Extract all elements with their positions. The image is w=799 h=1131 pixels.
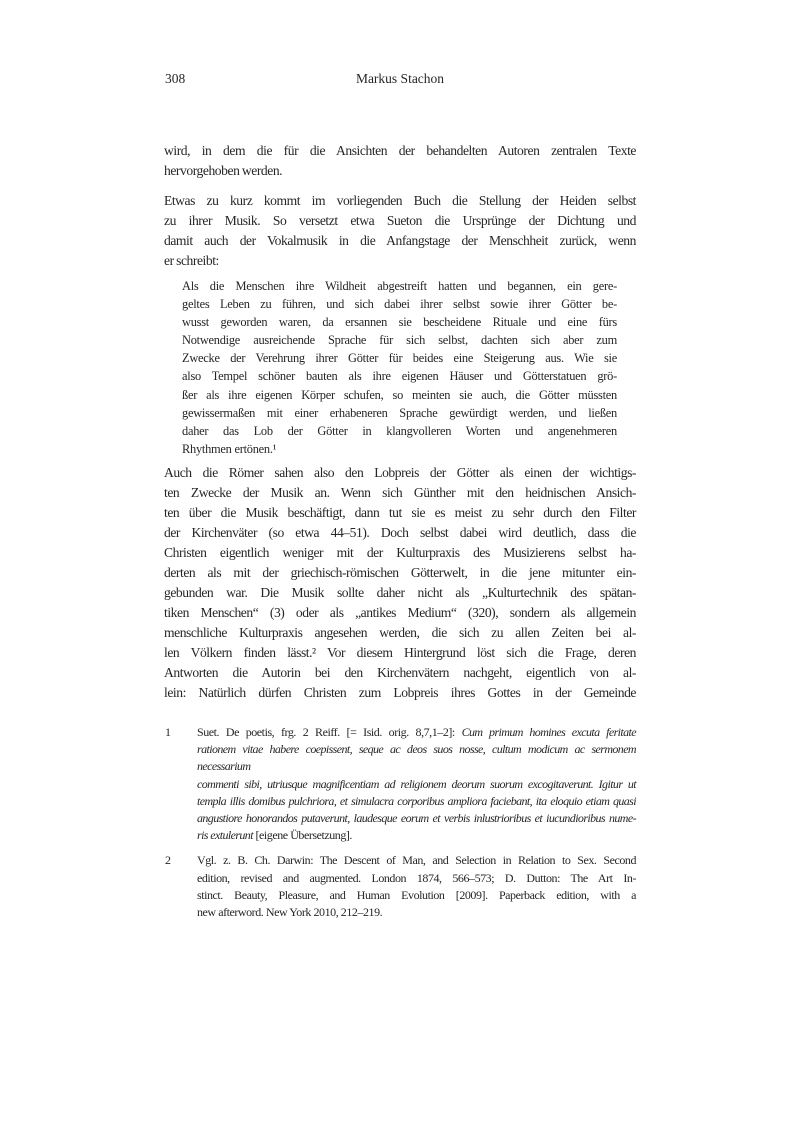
- footnote-citation-text: stinct. Beauty, Pleasure, and Human Evolution [2009]. Paperback edition, with a: [197, 887, 636, 902]
- latin-quote-text: Cum primum homines excuta feritate: [461, 724, 636, 739]
- text-line: tiken Menschen“ (3) oder als „antikes Medium“ (320), sondern als allgemein: [164, 604, 636, 620]
- footnote-line: [197, 776, 636, 793]
- footnote-line: [197, 904, 636, 921]
- latin-quote-text: commenti sibi, utriusque magnificentiam ad religionem deorum suorum excogitaverunt. Igitur ut: [197, 776, 636, 791]
- text-line: hervorgehoben werden.: [164, 163, 283, 178]
- text-line: gewissermaßen mit einer erhabeneren Sprache gewürdigt werden, und ließen: [182, 405, 617, 420]
- text-line: er schreibt:: [164, 253, 219, 268]
- running-title: Markus Stachon: [355, 71, 445, 86]
- running-header: [164, 70, 636, 87]
- footnote-citation-text: [eigene Übersetzung].: [252, 828, 352, 843]
- footnote: [164, 852, 636, 921]
- paragraph: [164, 141, 636, 181]
- text-line: Als die Menschen ihre Wildheit abgestreift hatten und begannen, ein gere-: [182, 279, 617, 293]
- text-line: also Tempel schöner bauten als ihre eigenen Häuser und Götterstatuen grö-: [182, 369, 617, 384]
- text-line: ten über die Musik beschäftigt, dann tut sie es meist zu sehr durch den Filter: [164, 504, 636, 520]
- footnote: [164, 724, 636, 844]
- footnote-line: [197, 852, 636, 869]
- text-line: Auch die Römer sahen also den Lobpreis der Götter als einen der wichtigs-: [164, 464, 636, 480]
- footnote-line: [197, 741, 636, 775]
- page-number: 308: [165, 71, 186, 86]
- latin-quote-text: templa illis domibus pulchriora, et simulacra corporibus ampliora faciebant, ita eloquio etiam quasi: [197, 793, 636, 808]
- footnote-citation-text: new afterword. New York 2010, 212–219.: [197, 904, 383, 919]
- text-line: Rhythmen ertönen.¹: [182, 441, 277, 456]
- text-line: ten Zwecke der Musik an. Wenn sich Günther mit den heidnischen Ansich-: [164, 484, 636, 500]
- footnote-line: [197, 827, 636, 844]
- footnote-line: [197, 870, 636, 887]
- block-quote: [182, 277, 617, 458]
- latin-quote-text: rationem vitae habere coepissent, seque ac deos suos nosse, cultum modicum ac sermonem necessarium: [197, 742, 636, 774]
- paragraph: [164, 191, 636, 271]
- page-body: [164, 141, 636, 921]
- footnotes-section: [164, 724, 636, 921]
- footnote-line: [197, 793, 636, 810]
- text-line: Notwendige ausreichende Sprache für sich selbst, dachten sich aber zum: [182, 333, 617, 348]
- text-line: wusst geworden waren, da ersannen sie bescheidene Rituale und eine fürs: [182, 315, 617, 330]
- footnote-citation-text: Suet. De poetis, frg. 2 Reiff. [= Isid. orig. 8,7,1–2]:: [197, 724, 462, 739]
- latin-quote-text: angustiore honorandos putaverunt, laudesque eorum et verbis inlustrioribus et iucundioribus nume-: [197, 810, 636, 825]
- text-line: Zwecke der Verehrung ihrer Götter für beides eine Steigerung aus. Wie sie: [182, 351, 617, 366]
- footnote-citation-text: edition, revised and augmented. London 1874, 566–573; D. Dutton: The Art In-: [197, 870, 636, 885]
- text-line: geltes Leben zu führen, und sich dabei ihrer selbst sowie ihrer Götter be-: [182, 297, 617, 312]
- text-line: Etwas zu kurz kommt im vorliegenden Buch die Stellung der Heiden selbst: [164, 193, 636, 208]
- text-line: zu ihrer Musik. So versetzt etwa Sueton die Ursprünge der Dichtung und: [164, 213, 636, 228]
- footnote-line: [197, 810, 636, 827]
- paragraph: [164, 463, 636, 703]
- text-line: len Völkern finden lässt.² Vor diesem Hintergrund löst sich die Frage, deren: [164, 644, 636, 660]
- text-line: der Kirchenväter (so etwa 44–51). Doch selbst dabei wird deutlich, dass die: [164, 524, 636, 540]
- text-line: derten als mit der griechisch-römischen Götterwelt, in die jene mitunter ein-: [164, 564, 636, 580]
- footnote-line: [197, 724, 636, 741]
- text-line: damit auch der Vokalmusik in die Anfangstage der Menschheit zurück, wenn: [164, 233, 636, 248]
- text-line: wird, in dem die für die Ansichten der behandelten Autoren zentralen Texte: [164, 143, 636, 158]
- footnote-number: 2: [165, 853, 171, 868]
- footnote-line: [197, 887, 636, 904]
- footnote-number: 1: [165, 724, 171, 739]
- text-line: lein: Natürlich dürfen Christen zum Lobpreis ihres Gottes in der Gemeinde: [164, 684, 636, 700]
- text-line: ßer als ihre eigenen Körper schufen, so meinten sie auch, die Götter müssten: [182, 387, 617, 402]
- text-line: Antworten die Autorin bei den Kirchenvätern nachgeht, eigentlich von al-: [164, 664, 636, 680]
- text-line: gebunden war. Die Musik sollte daher nicht als „Kulturtechnik des spätan-: [164, 584, 636, 600]
- text-line: Christen eigentlich weniger mit der Kulturpraxis des Musizierens selbst ha-: [164, 544, 636, 560]
- footnote-citation-text: Vgl. z. B. Ch. Darwin: The Descent of Man, and Selection in Relation to Sex. Second: [197, 853, 636, 868]
- latin-quote-text: ris extulerunt: [197, 828, 253, 843]
- text-line: daher das Lob der Götter in klangvolleren Worten und angenehmeren: [182, 423, 617, 438]
- text-line: menschliche Kulturpraxis angesehen werden, die sich zu allen Zeiten bei al-: [164, 624, 636, 640]
